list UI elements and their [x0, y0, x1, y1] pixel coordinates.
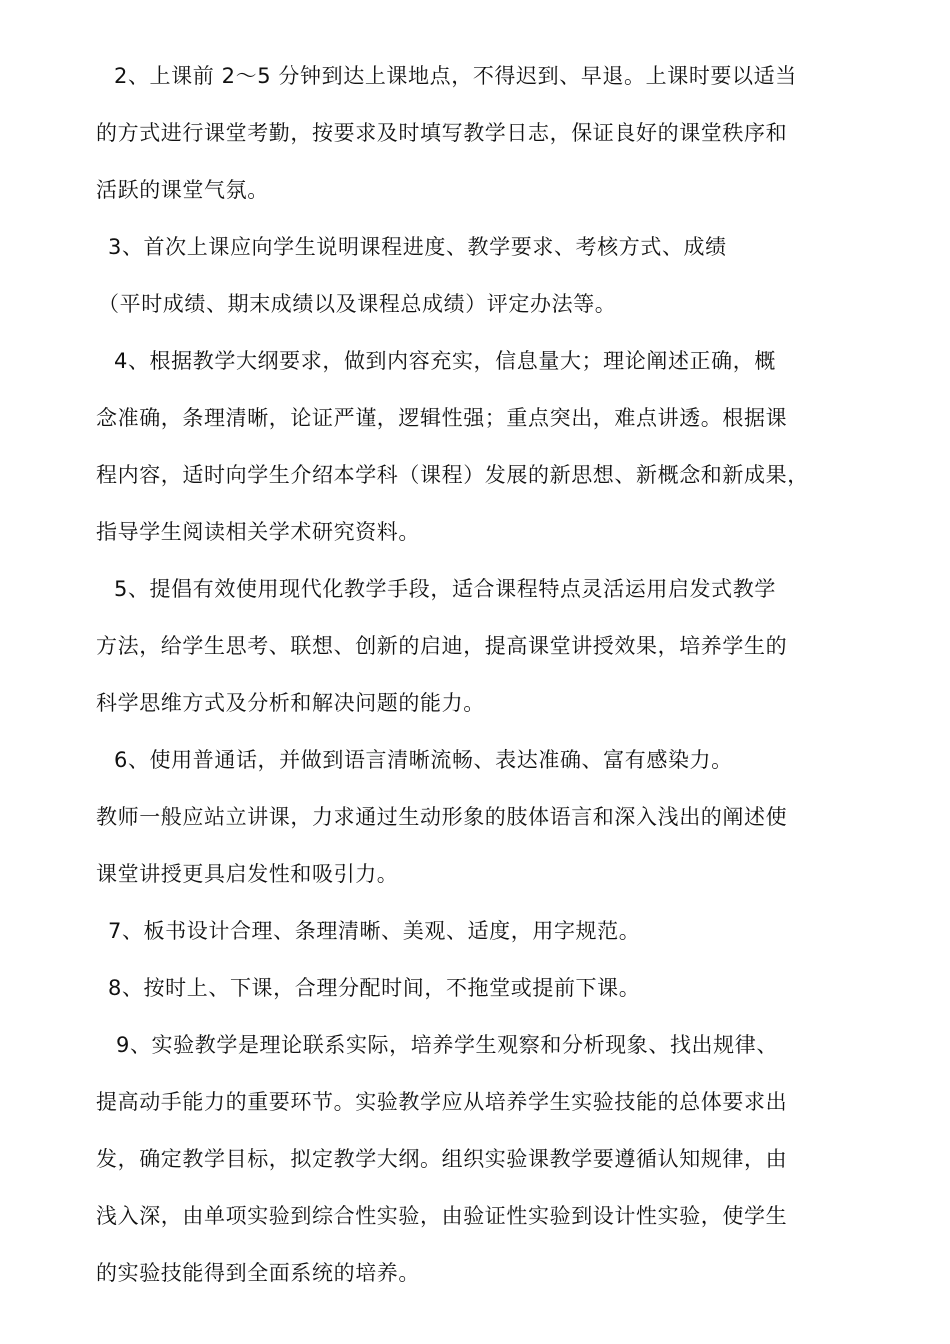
text-line: 程内容，适时向学生介绍本学科（课程）发展的新思想、新概念和新成果， — [96, 463, 809, 487]
text-line: 7、板书设计合理、条理清晰、美观、适度，用字规范。 — [108, 919, 641, 943]
text-line: 科学思维方式及分析和解决问题的能力。 — [96, 691, 485, 715]
text-line: （平时成绩、期末成绩以及课程总成绩）评定办法等。 — [98, 292, 617, 316]
text-line: 方法，给学生思考、联想、创新的启迪，提高课堂讲授效果，培养学生的 — [96, 634, 788, 658]
text-line: 9、实验教学是理论联系实际，培养学生观察和分析现象、找出规律、 — [116, 1033, 778, 1057]
text-line: 念准确，条理清晰，论证严谨，逻辑性强；重点突出，难点讲透。根据课 — [96, 406, 788, 430]
text-line: 3、首次上课应向学生说明课程进度、教学要求、考核方式、成绩 — [108, 235, 727, 259]
text-line: 6、使用普通话，并做到语言清晰流畅、表达准确、富有感染力。 — [114, 748, 733, 772]
text-line: 浅入深，由单项实验到综合性实验，由验证性实验到设计性实验，使学生 — [96, 1204, 788, 1228]
text-line: 4、根据教学大纲要求，做到内容充实，信息量大；理论阐述正确，概 — [114, 349, 776, 373]
text-line: 课堂讲授更具启发性和吸引力。 — [96, 862, 399, 886]
text-line: 发，确定教学目标，拟定教学大纲。组织实验课教学要遵循认知规律，由 — [96, 1147, 788, 1171]
text-line: 5、提倡有效使用现代化教学手段，适合课程特点灵活运用启发式教学 — [114, 577, 776, 601]
text-line: 2、上课前 2～5 分钟到达上课地点，不得迟到、早退。上课时要以适当 — [114, 64, 797, 88]
text-line: 8、按时上、下课，合理分配时间，不拖堂或提前下课。 — [108, 976, 641, 1000]
text-line: 的实验技能得到全面系统的培养。 — [96, 1261, 420, 1285]
text-line: 指导学生阅读相关学术研究资料。 — [96, 520, 420, 544]
text-line: 活跃的课堂气氛。 — [96, 178, 269, 202]
text-line: 提高动手能力的重要环节。实验教学应从培养学生实验技能的总体要求出 — [96, 1090, 788, 1114]
text-line: 教师一般应站立讲课，力求通过生动形象的肢体语言和深入浅出的阐述使 — [96, 805, 788, 829]
text-line: 的方式进行课堂考勤，按要求及时填写教学日志，保证良好的课堂秩序和 — [96, 121, 788, 145]
